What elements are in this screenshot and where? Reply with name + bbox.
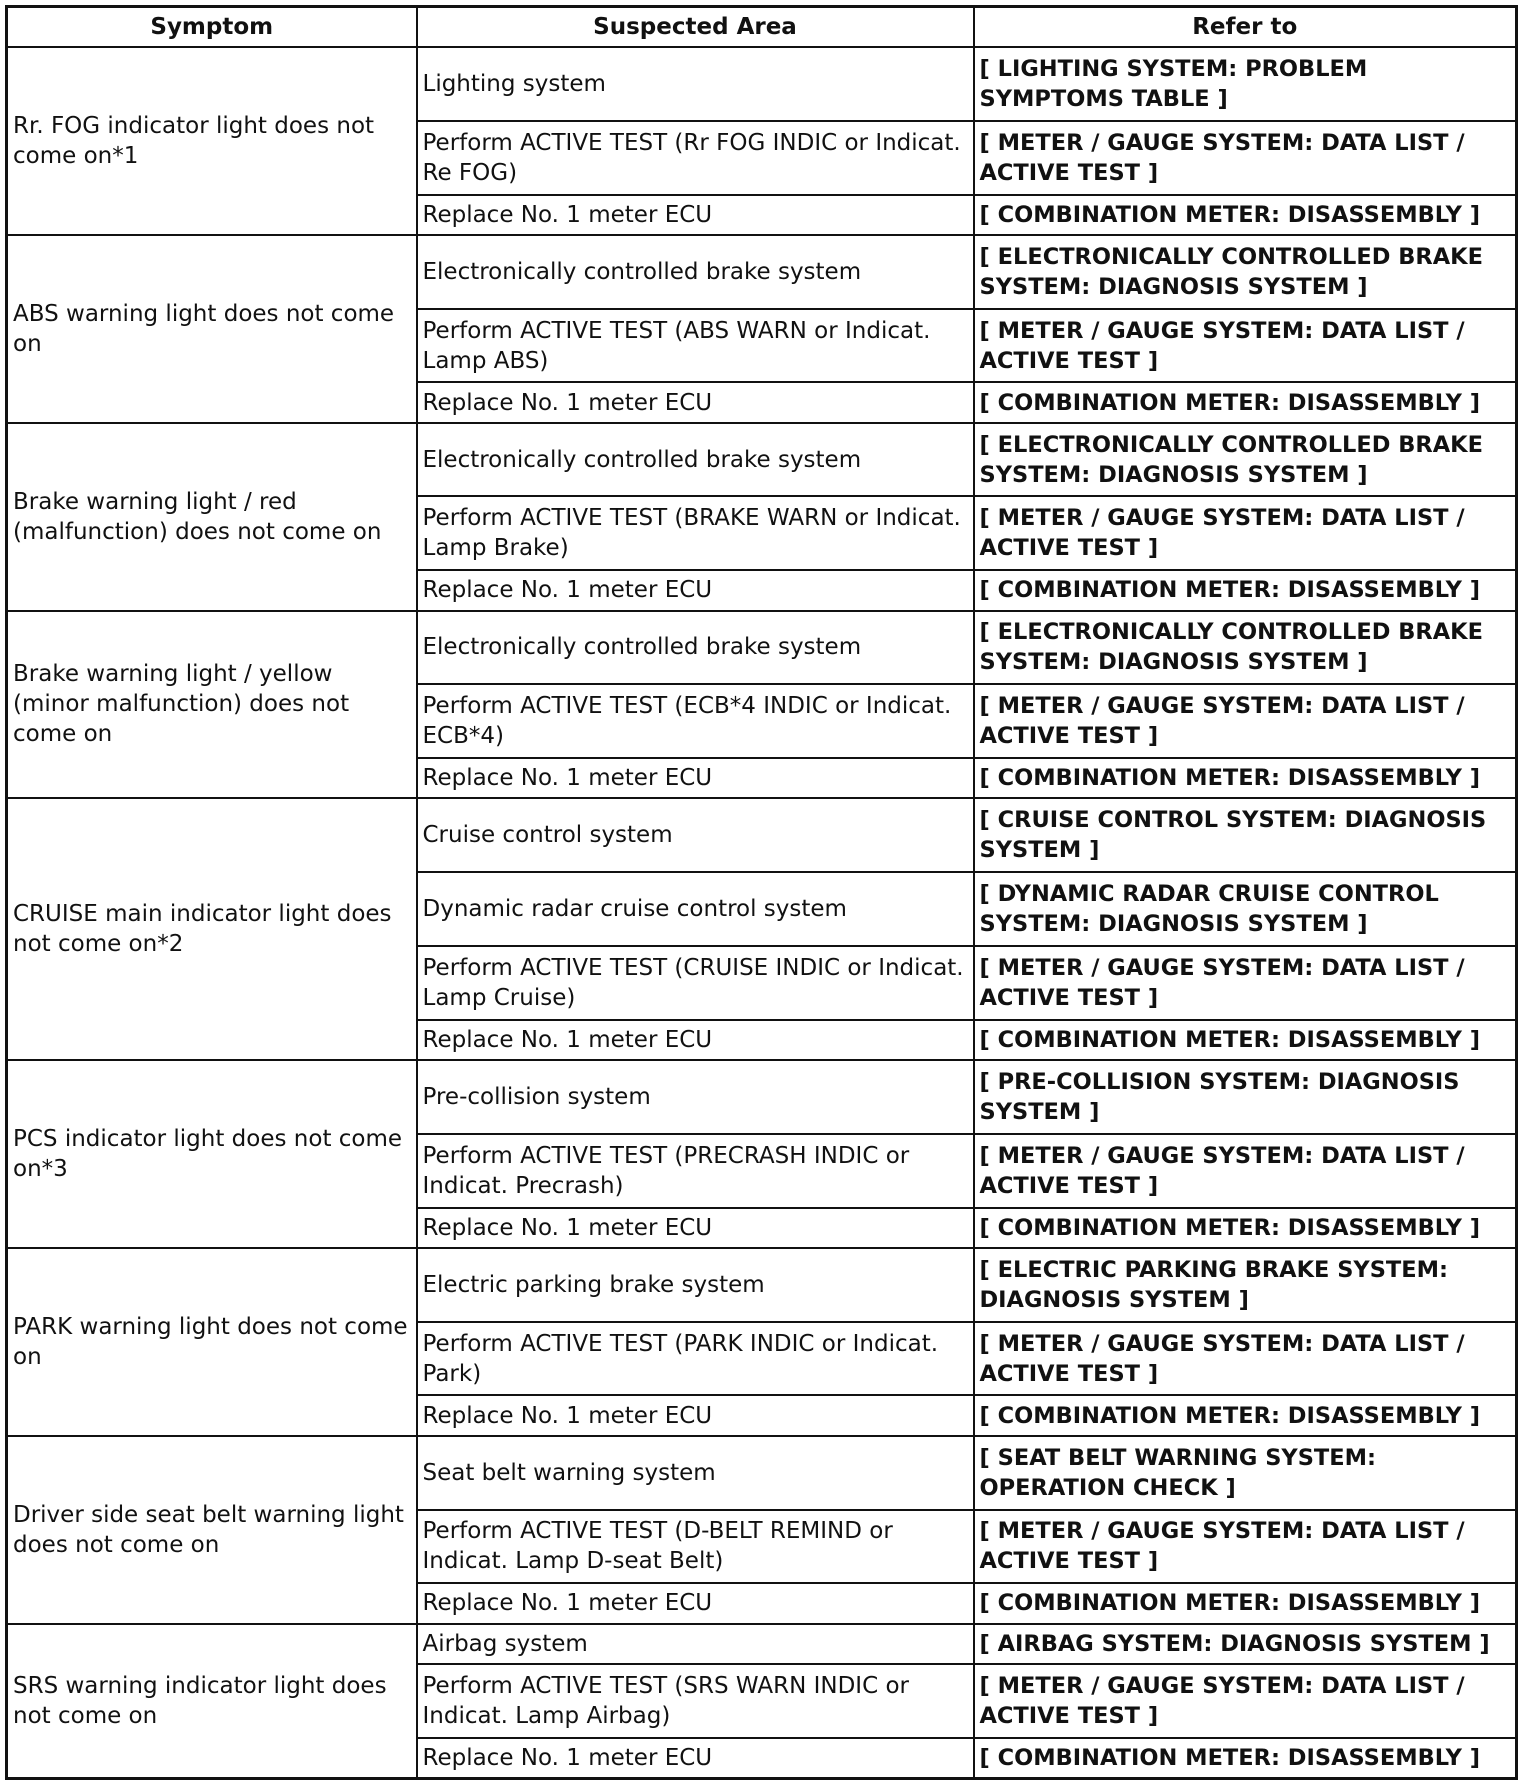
symptom-cell: Driver side seat belt warning light does not come on <box>7 1436 417 1624</box>
refer-to-cell: [ COMBINATION METER: DISASSEMBLY ] <box>974 382 1517 422</box>
problem-symptoms-table-container <box>5 5 1515 1780</box>
symptom-cell: SRS warning indicator light does not come on <box>7 1624 417 1779</box>
refer-to-cell: [ COMBINATION METER: DISASSEMBLY ] <box>974 1020 1517 1060</box>
table-row <box>7 423 1517 497</box>
refer-to-cell: [ METER / GAUGE SYSTEM: DATA LIST / ACTIVE TEST ] <box>974 309 1517 383</box>
header-suspected-area: Suspected Area <box>417 7 974 48</box>
header-symptom: Symptom <box>7 7 417 48</box>
suspected-area-cell: Cruise control system <box>417 798 974 872</box>
refer-to-cell: [ METER / GAUGE SYSTEM: DATA LIST / ACTIVE TEST ] <box>974 121 1517 195</box>
suspected-area-cell: Perform ACTIVE TEST (CRUISE INDIC or Indicat. Lamp Cruise) <box>417 946 974 1020</box>
suspected-area-cell: Replace No. 1 meter ECU <box>417 570 974 610</box>
suspected-area-cell: Replace No. 1 meter ECU <box>417 1020 974 1060</box>
suspected-area-cell: Perform ACTIVE TEST (BRAKE WARN or Indicat. Lamp Brake) <box>417 496 974 570</box>
suspected-area-cell: Seat belt warning system <box>417 1436 974 1510</box>
header-refer-to: Refer to <box>974 7 1517 48</box>
symptom-cell: Brake warning light / red (malfunction) does not come on <box>7 423 417 611</box>
table-row <box>7 1060 1517 1134</box>
refer-to-cell: [ ELECTRONICALLY CONTROLLED BRAKE SYSTEM: DIAGNOSIS SYSTEM ] <box>974 423 1517 497</box>
table-row <box>7 798 1517 872</box>
suspected-area-cell: Pre-collision system <box>417 1060 974 1134</box>
refer-to-cell: [ ELECTRIC PARKING BRAKE SYSTEM: DIAGNOSIS SYSTEM ] <box>974 1248 1517 1322</box>
refer-to-cell: [ ELECTRONICALLY CONTROLLED BRAKE SYSTEM: DIAGNOSIS SYSTEM ] <box>974 611 1517 685</box>
symptom-cell: CRUISE main indicator light does not come on*2 <box>7 798 417 1060</box>
suspected-area-cell: Lighting system <box>417 47 974 121</box>
table-row <box>7 1624 1517 1664</box>
suspected-area-cell: Replace No. 1 meter ECU <box>417 758 974 798</box>
table-row <box>7 235 1517 309</box>
table-row <box>7 1248 1517 1322</box>
refer-to-cell: [ COMBINATION METER: DISASSEMBLY ] <box>974 1583 1517 1623</box>
refer-to-cell: [ COMBINATION METER: DISASSEMBLY ] <box>974 1395 1517 1435</box>
refer-to-cell: [ COMBINATION METER: DISASSEMBLY ] <box>974 758 1517 798</box>
suspected-area-cell: Replace No. 1 meter ECU <box>417 1395 974 1435</box>
refer-to-cell: [ METER / GAUGE SYSTEM: DATA LIST / ACTIVE TEST ] <box>974 1510 1517 1584</box>
refer-to-cell: [ COMBINATION METER: DISASSEMBLY ] <box>974 1208 1517 1248</box>
problem-symptoms-table <box>5 5 1518 1780</box>
table-row <box>7 1436 1517 1510</box>
refer-to-cell: [ METER / GAUGE SYSTEM: DATA LIST / ACTIVE TEST ] <box>974 946 1517 1020</box>
refer-to-cell: [ METER / GAUGE SYSTEM: DATA LIST / ACTIVE TEST ] <box>974 1134 1517 1208</box>
suspected-area-cell: Replace No. 1 meter ECU <box>417 1738 974 1779</box>
table-row <box>7 47 1517 121</box>
refer-to-cell: [ COMBINATION METER: DISASSEMBLY ] <box>974 195 1517 235</box>
refer-to-cell: [ METER / GAUGE SYSTEM: DATA LIST / ACTIVE TEST ] <box>974 1664 1517 1738</box>
suspected-area-cell: Electronically controlled brake system <box>417 235 974 309</box>
refer-to-cell: [ LIGHTING SYSTEM: PROBLEM SYMPTOMS TABLE ] <box>974 47 1517 121</box>
refer-to-cell: [ METER / GAUGE SYSTEM: DATA LIST / ACTIVE TEST ] <box>974 684 1517 758</box>
suspected-area-cell: Replace No. 1 meter ECU <box>417 195 974 235</box>
suspected-area-cell: Electronically controlled brake system <box>417 611 974 685</box>
refer-to-cell: [ SEAT BELT WARNING SYSTEM: OPERATION CHECK ] <box>974 1436 1517 1510</box>
suspected-area-cell: Airbag system <box>417 1624 974 1664</box>
refer-to-cell: [ PRE-COLLISION SYSTEM: DIAGNOSIS SYSTEM ] <box>974 1060 1517 1134</box>
refer-to-cell: [ AIRBAG SYSTEM: DIAGNOSIS SYSTEM ] <box>974 1624 1517 1664</box>
table-body <box>7 47 1517 1779</box>
suspected-area-cell: Perform ACTIVE TEST (PRECRASH INDIC or Indicat. Precrash) <box>417 1134 974 1208</box>
table-row <box>7 611 1517 685</box>
refer-to-cell: [ COMBINATION METER: DISASSEMBLY ] <box>974 570 1517 610</box>
refer-to-cell: [ COMBINATION METER: DISASSEMBLY ] <box>974 1738 1517 1779</box>
symptom-cell: PCS indicator light does not come on*3 <box>7 1060 417 1248</box>
symptom-cell: Brake warning light / yellow (minor malfunction) does not come on <box>7 611 417 799</box>
suspected-area-cell: Replace No. 1 meter ECU <box>417 1208 974 1248</box>
suspected-area-cell: Perform ACTIVE TEST (SRS WARN INDIC or Indicat. Lamp Airbag) <box>417 1664 974 1738</box>
symptom-cell: ABS warning light does not come on <box>7 235 417 423</box>
suspected-area-cell: Dynamic radar cruise control system <box>417 872 974 946</box>
suspected-area-cell: Perform ACTIVE TEST (ECB*4 INDIC or Indicat. ECB*4) <box>417 684 974 758</box>
table-header <box>7 7 1517 48</box>
suspected-area-cell: Electric parking brake system <box>417 1248 974 1322</box>
suspected-area-cell: Electronically controlled brake system <box>417 423 974 497</box>
symptom-cell: Rr. FOG indicator light does not come on*1 <box>7 47 417 235</box>
refer-to-cell: [ METER / GAUGE SYSTEM: DATA LIST / ACTIVE TEST ] <box>974 1322 1517 1396</box>
suspected-area-cell: Perform ACTIVE TEST (ABS WARN or Indicat. Lamp ABS) <box>417 309 974 383</box>
suspected-area-cell: Perform ACTIVE TEST (PARK INDIC or Indicat. Park) <box>417 1322 974 1396</box>
refer-to-cell: [ CRUISE CONTROL SYSTEM: DIAGNOSIS SYSTEM ] <box>974 798 1517 872</box>
refer-to-cell: [ ELECTRONICALLY CONTROLLED BRAKE SYSTEM: DIAGNOSIS SYSTEM ] <box>974 235 1517 309</box>
suspected-area-cell: Perform ACTIVE TEST (D-BELT REMIND or Indicat. Lamp D-seat Belt) <box>417 1510 974 1584</box>
suspected-area-cell: Replace No. 1 meter ECU <box>417 1583 974 1623</box>
suspected-area-cell: Replace No. 1 meter ECU <box>417 382 974 422</box>
refer-to-cell: [ METER / GAUGE SYSTEM: DATA LIST / ACTIVE TEST ] <box>974 496 1517 570</box>
header-row <box>7 7 1517 48</box>
suspected-area-cell: Perform ACTIVE TEST (Rr FOG INDIC or Indicat. Re FOG) <box>417 121 974 195</box>
symptom-cell: PARK warning light does not come on <box>7 1248 417 1436</box>
refer-to-cell: [ DYNAMIC RADAR CRUISE CONTROL SYSTEM: DIAGNOSIS SYSTEM ] <box>974 872 1517 946</box>
